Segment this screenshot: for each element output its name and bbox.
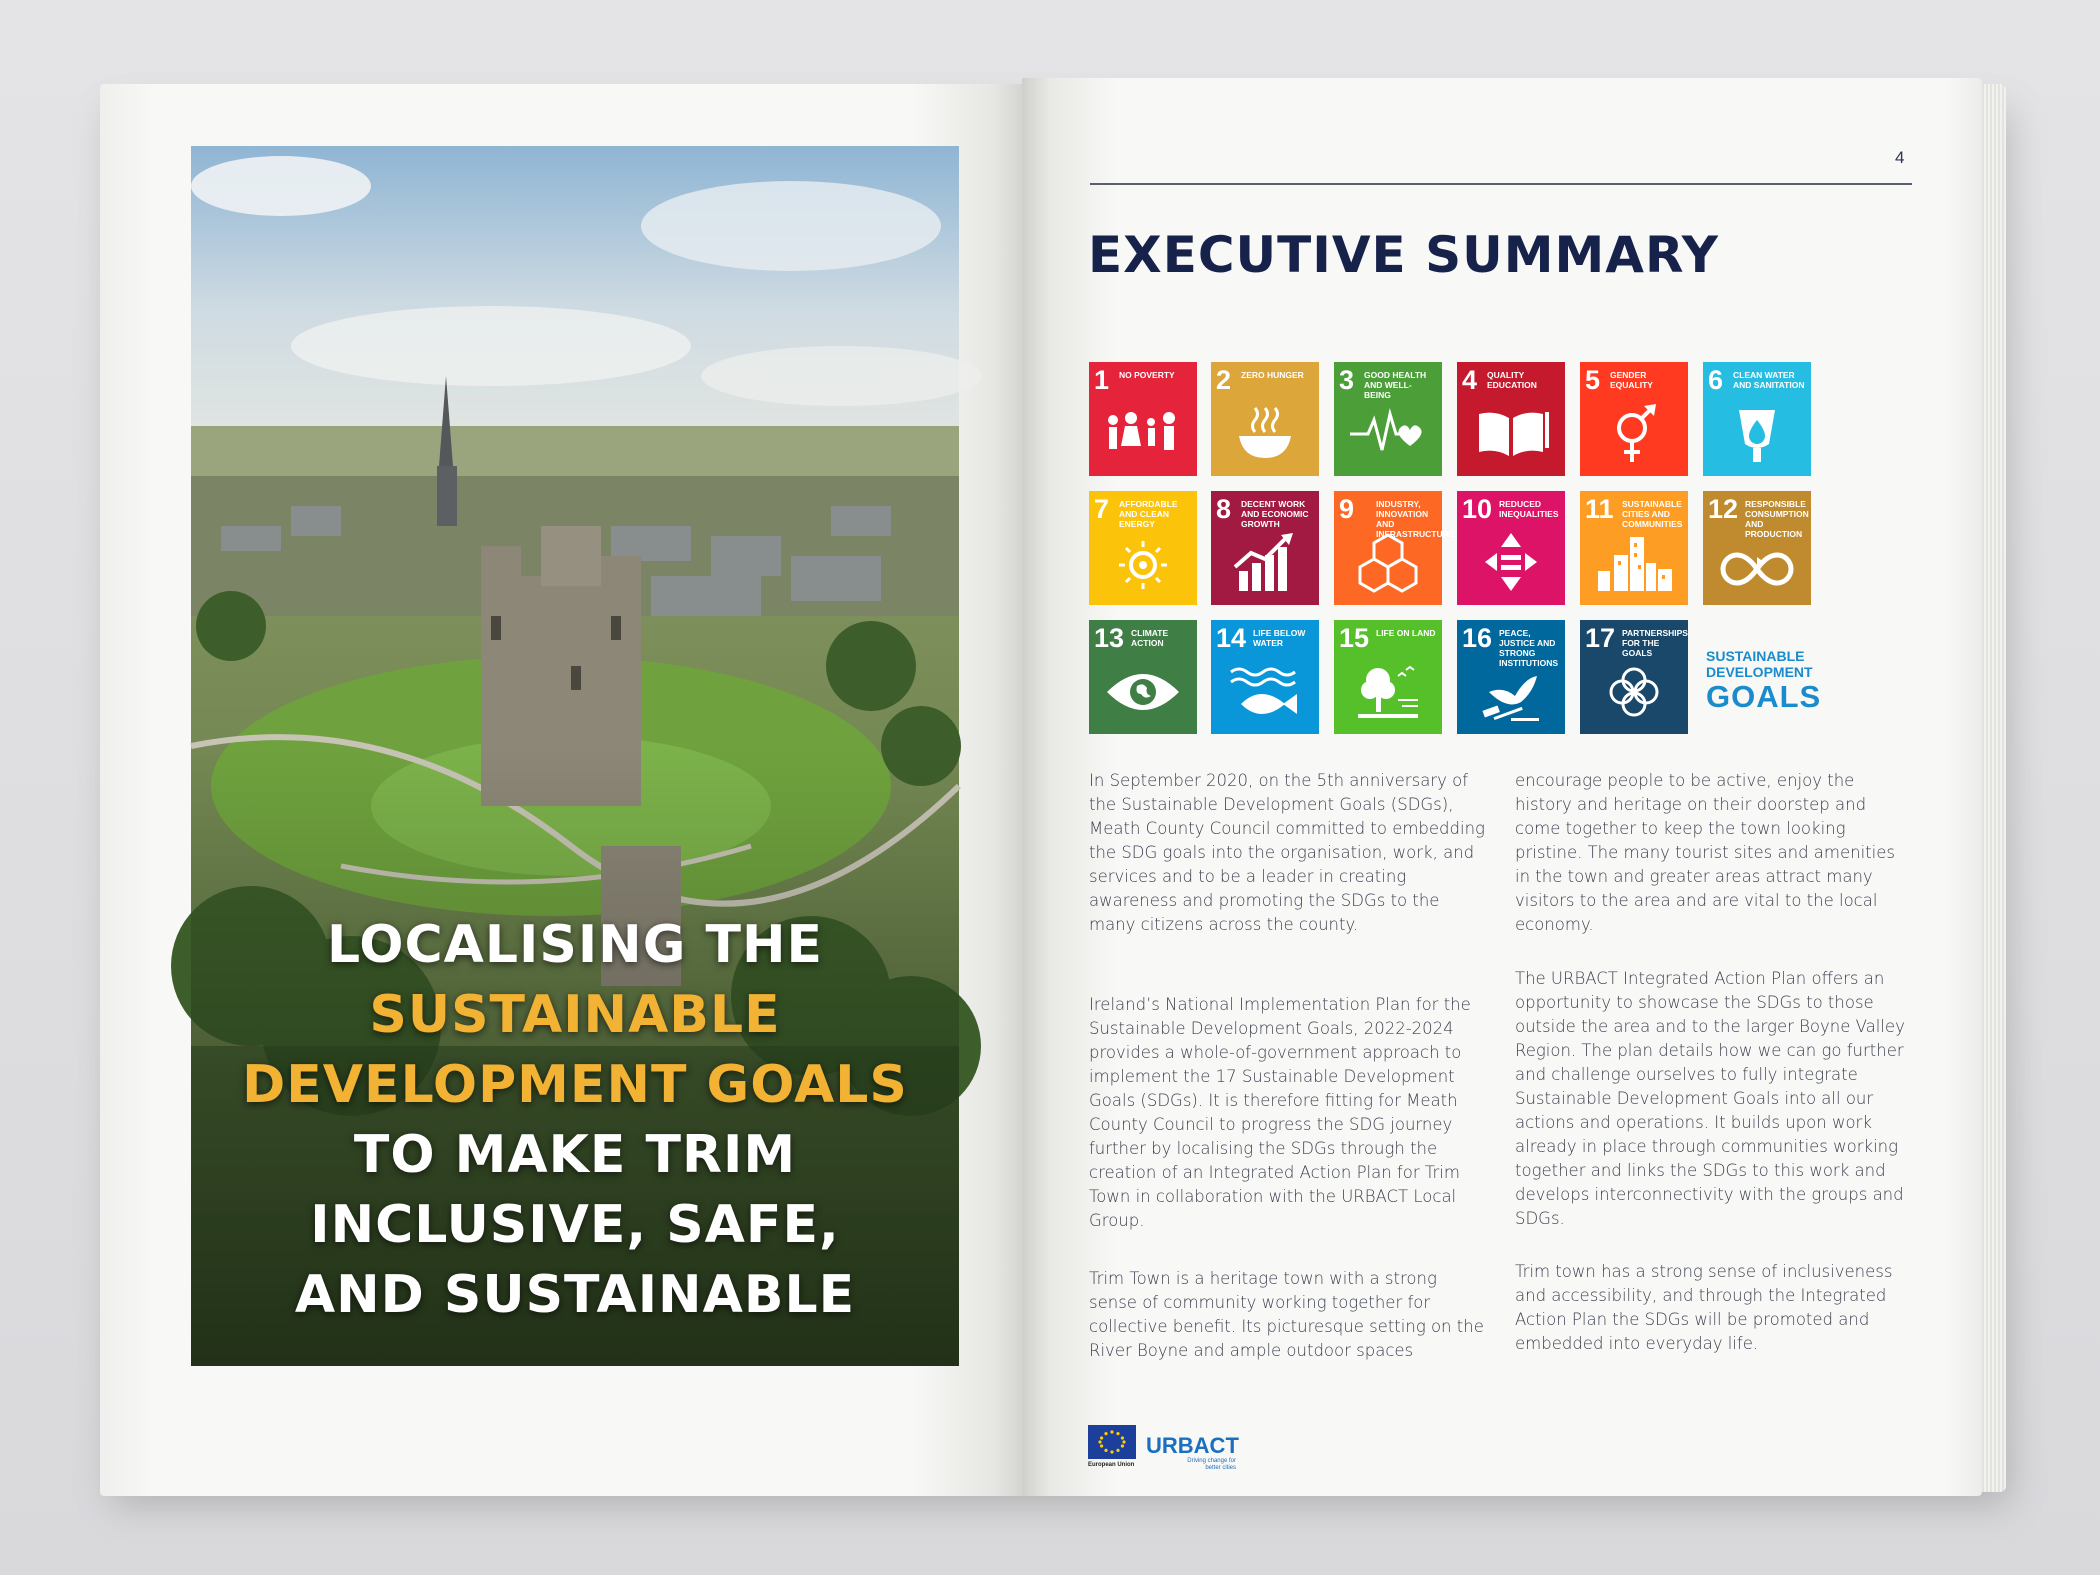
sdg-number: 7 xyxy=(1094,494,1110,524)
sdg-number: 2 xyxy=(1216,365,1232,395)
sdg-number: 14 xyxy=(1216,623,1247,653)
cover-title xyxy=(191,910,959,1330)
sdg-tile-6 xyxy=(1703,362,1811,476)
sdg-number: 11 xyxy=(1585,494,1614,524)
eu-caption: European Union xyxy=(1088,1462,1135,1468)
sdg-tile-5 xyxy=(1580,362,1688,476)
paragraph: The URBACT Integrated Action Plan offers an opportunity to showcase the SDGs to those outside the area and to the larger Boyne Valley Region. The plan details how we can go further and challenge ourselves to fully integrate Sustainable Development Goals into all our actions and operations. It builds upon work already in place through communities working together and links the SDGs to this work and develops interconnectivity with the groups and SDGs. xyxy=(1515,969,1905,1228)
gender-icon xyxy=(1594,400,1674,466)
sdg-tile-2 xyxy=(1211,362,1319,476)
cover-title-line-highlight: SUSTAINABLE xyxy=(369,985,781,1045)
urbact-tagline: Driving change for better cities xyxy=(1187,1458,1236,1471)
sdg-label: INDUSTRY, INNOVATION AND INFRASTRUCTURE xyxy=(1376,499,1455,539)
sdg-number: 13 xyxy=(1094,623,1125,653)
sdg-number: 8 xyxy=(1216,494,1232,524)
sun-icon xyxy=(1103,529,1183,595)
bowl-icon xyxy=(1225,400,1305,466)
paragraph: Trim town has a strong sense of inclusiveness and accessibility, and through the Integrated Action Plan the SDGs will be promoted and embedded into everyday life. xyxy=(1515,1262,1893,1353)
sdg-logo-goals: GOALS xyxy=(1706,679,1822,714)
eye-globe-icon xyxy=(1103,658,1183,724)
sdg-number: 6 xyxy=(1708,365,1724,395)
body-column-left xyxy=(1089,769,1489,937)
body-column-left xyxy=(1089,993,1489,1233)
sdg-number: 16 xyxy=(1462,623,1493,653)
sdg-label: DECENT WORK AND ECONOMIC GROWTH xyxy=(1241,499,1309,529)
body-column-right xyxy=(1515,1260,1915,1356)
sdg-label: GENDER EQUALITY xyxy=(1610,370,1653,390)
tree-icon xyxy=(1348,658,1428,724)
flower-rings-icon xyxy=(1594,658,1674,724)
body-column-left xyxy=(1089,1267,1489,1363)
sdg-tile-17 xyxy=(1580,620,1688,734)
sdg-tile-7 xyxy=(1089,491,1197,605)
dove-gavel-icon xyxy=(1471,658,1551,724)
sdg-tile-12 xyxy=(1703,491,1811,605)
sdg-tile-16 xyxy=(1457,620,1565,734)
sdg-label: QUALITY EDUCATION xyxy=(1487,370,1537,390)
eu-flag-icon xyxy=(1088,1425,1136,1459)
water-drop-icon xyxy=(1717,400,1797,466)
family-icon xyxy=(1103,400,1183,466)
sdg-label: PEACE, JUSTICE AND STRONG INSTITUTIONS xyxy=(1499,628,1559,668)
cover-title-line: INCLUSIVE, SAFE, xyxy=(310,1195,840,1255)
sdg-tile-15 xyxy=(1334,620,1442,734)
sdg-label: NO POVERTY xyxy=(1119,370,1175,380)
sdg-label: PARTNERSHIPS FOR THE GOALS xyxy=(1622,628,1688,658)
sdg-wordmark-logo xyxy=(1706,648,1822,714)
urbact-logo: URBACT xyxy=(1146,1433,1239,1458)
cover-title-line: TO MAKE TRIM xyxy=(353,1125,797,1185)
body-column-right xyxy=(1515,769,1915,937)
sdg-label: CLIMATE ACTION xyxy=(1131,628,1169,648)
sdg-number: 10 xyxy=(1462,494,1493,524)
fish-icon xyxy=(1225,658,1305,724)
sdg-number: 4 xyxy=(1462,365,1478,395)
sdg-tile-9 xyxy=(1334,491,1455,605)
sdg-label: SUSTAINABLE CITIES AND COMMUNITIES xyxy=(1622,499,1683,529)
sdg-label: RESPONSIBLE CONSUMPTION AND PRODUCTION xyxy=(1745,499,1809,539)
sdg-label: LIFE ON LAND xyxy=(1376,628,1436,638)
sdg-tile-10 xyxy=(1457,491,1565,605)
cover-title-line-highlight: DEVELOPMENT GOALS xyxy=(242,1055,908,1115)
cover-title-line: LOCALISING THE xyxy=(327,915,823,975)
sdg-number: 17 xyxy=(1585,623,1616,653)
growth-chart-icon xyxy=(1225,529,1305,595)
sdg-number: 1 xyxy=(1094,365,1110,395)
sdg-number: 12 xyxy=(1708,494,1739,524)
city-icon xyxy=(1594,529,1674,595)
sdg-label: GOOD HEALTH AND WELL-BEING xyxy=(1364,370,1427,400)
right-page-edge xyxy=(1982,84,2006,1492)
paragraph: encourage people to be active, enjoy the history and heritage on their doorstep and come together to keep the town looking pristine. The many tourist sites and amenities in the town and greater areas attract many visitors to the area and are vital to the local economy. xyxy=(1515,771,1895,934)
sdg-number: 9 xyxy=(1339,494,1355,524)
page-title: EXECUTIVE SUMMARY xyxy=(1088,226,1719,284)
sdg-tile-3 xyxy=(1334,362,1442,476)
sdg-tile-11 xyxy=(1580,491,1688,605)
cover-title-line: AND SUSTAINABLE xyxy=(294,1265,856,1325)
sdg-label: ZERO HUNGER xyxy=(1241,370,1304,380)
sdg-tile-4 xyxy=(1457,362,1565,476)
equality-arrows-icon xyxy=(1471,529,1551,595)
heartbeat-icon xyxy=(1348,400,1428,466)
infinity-icon xyxy=(1717,529,1797,595)
sdg-logo-line: DEVELOPMENT xyxy=(1706,664,1813,680)
sdg-tile-13 xyxy=(1089,620,1197,734)
paragraph: In September 2020, on the 5th anniversary of the Sustainable Development Goals (SDGs), Meath County Council committed to embedding the SDG goals into the organisation, work, and services and to be a leader in creating awareness and promoting the SDGs to the many citizens across the county. xyxy=(1089,771,1485,934)
sdg-label: REDUCED INEQUALITIES xyxy=(1499,499,1559,519)
book-icon xyxy=(1471,400,1551,466)
paragraph: Trim Town is a heritage town with a strong sense of community working together for collective benefit. Its picturesque setting on the River Boyne and ample outdoor spaces xyxy=(1089,1269,1484,1360)
body-column-right xyxy=(1515,967,1915,1231)
page-number: 4 xyxy=(1895,148,1905,167)
header-rule xyxy=(1090,183,1912,185)
sdg-number: 5 xyxy=(1585,365,1601,395)
sdg-logo-line: SUSTAINABLE xyxy=(1706,648,1805,664)
sdg-label: CLEAN WATER AND SANITATION xyxy=(1733,370,1805,390)
sdg-number: 3 xyxy=(1339,365,1355,395)
sdg-tile-1 xyxy=(1089,362,1197,476)
sdg-number: 15 xyxy=(1339,623,1370,653)
sdg-tile-8 xyxy=(1211,491,1319,605)
sdg-label: LIFE BELOW WATER xyxy=(1253,628,1306,648)
sdg-tile-14 xyxy=(1211,620,1319,734)
sdg-label: AFFORDABLE AND CLEAN ENERGY xyxy=(1119,499,1178,529)
cubes-icon xyxy=(1348,529,1428,595)
paragraph: Ireland’s National Implementation Plan for the Sustainable Development Goals, 2022-2024 provides a whole-of-government approach to implement the 17 Sustainable Development Goals (SDGs). It is therefore fitting for Meath County Council to progress the SDG journey further by localising the SDGs through the creation of an Integrated Action Plan for Trim Town in collaboration with the URBACT Local Group. xyxy=(1089,995,1471,1230)
